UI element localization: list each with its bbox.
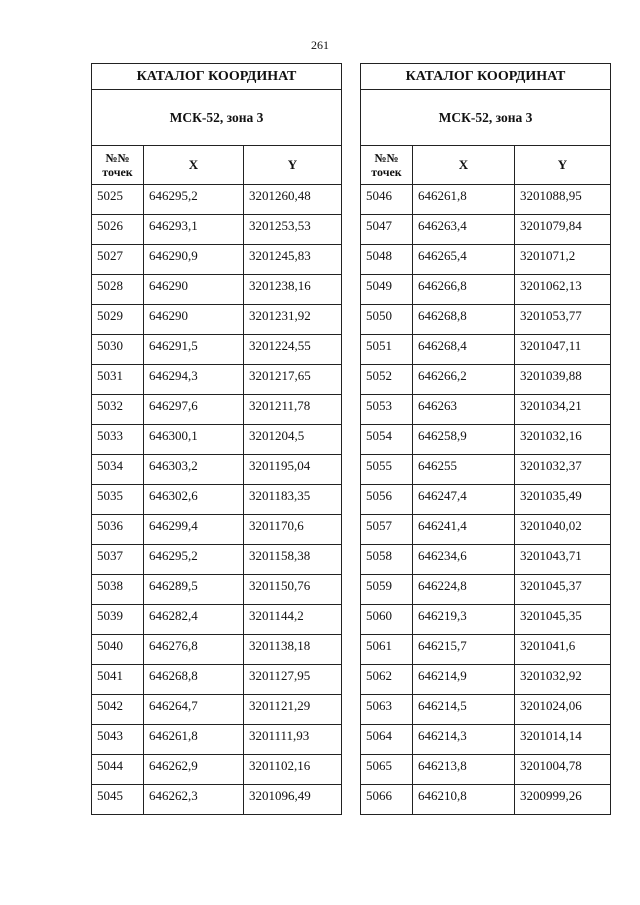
point-number-header-line1: №№ [105,151,130,165]
table-row [92,545,342,575]
point-number-cell: 5025 [92,185,144,215]
point-number-cell: 5027 [92,245,144,275]
y-coordinate-cell: 3201032,37 [515,455,611,485]
x-coordinate-cell: 646282,4 [144,605,244,635]
x-coordinate-cell: 646234,6 [413,545,515,575]
y-coordinate-cell: 3201053,77 [515,305,611,335]
x-coordinate-cell: 646295,2 [144,185,244,215]
table-row [361,485,611,515]
table-row [92,575,342,605]
point-number-header-line1: №№ [374,151,399,165]
y-coordinate-cell: 3201043,71 [515,545,611,575]
table-row [361,755,611,785]
table-row [361,725,611,755]
point-number-cell: 5034 [92,455,144,485]
point-number-header-line2: точек [371,165,402,179]
y-coordinate-cell: 3201150,76 [244,575,342,605]
table-row [92,275,342,305]
y-coordinate-cell: 3201204,5 [244,425,342,455]
table-row [92,425,342,455]
coordinate-system-subtitle: МСК-52, зона 3 [361,90,611,146]
y-coordinate-cell: 3201045,37 [515,575,611,605]
x-coordinate-cell: 646276,8 [144,635,244,665]
y-coordinate-cell: 3201127,95 [244,665,342,695]
table-row [92,635,342,665]
table-row [361,515,611,545]
x-coordinate-cell: 646295,2 [144,545,244,575]
x-coordinate-cell: 646290 [144,305,244,335]
y-coordinate-cell: 3201040,02 [515,515,611,545]
point-number-header [92,146,144,185]
point-number-cell: 5039 [92,605,144,635]
point-number-cell: 5031 [92,365,144,395]
x-coordinate-cell: 646291,5 [144,335,244,365]
y-coordinate-cell: 3201170,6 [244,515,342,545]
table-row [361,275,611,305]
y-coordinate-cell: 3200999,26 [515,785,611,815]
point-number-cell: 5041 [92,665,144,695]
point-number-cell: 5048 [361,245,413,275]
table-row [361,545,611,575]
point-number-cell: 5046 [361,185,413,215]
x-coordinate-cell: 646290 [144,275,244,305]
table-row [361,785,611,815]
point-number-cell: 5050 [361,305,413,335]
table-row [92,515,342,545]
point-number-cell: 5040 [92,635,144,665]
point-number-cell: 5028 [92,275,144,305]
y-coordinate-cell: 3201047,11 [515,335,611,365]
x-coordinate-cell: 646290,9 [144,245,244,275]
table-row [361,665,611,695]
x-coordinate-cell: 646255 [413,455,515,485]
y-coordinate-cell: 3201238,16 [244,275,342,305]
y-coordinate-cell: 3201032,16 [515,425,611,455]
point-number-cell: 5065 [361,755,413,785]
table-row [92,395,342,425]
point-number-cell: 5052 [361,365,413,395]
y-coordinate-cell: 3201102,16 [244,755,342,785]
y-coordinate-cell: 3201144,2 [244,605,342,635]
y-coordinate-cell: 3201138,18 [244,635,342,665]
point-number-cell: 5053 [361,395,413,425]
x-coordinate-cell: 646302,6 [144,485,244,515]
point-number-cell: 5051 [361,335,413,365]
point-number-cell: 5058 [361,545,413,575]
table-row [361,305,611,335]
table-row [92,335,342,365]
table-row [361,185,611,215]
y-coordinate-cell: 3201041,6 [515,635,611,665]
y-coordinate-cell: 3201224,55 [244,335,342,365]
point-number-cell: 5060 [361,605,413,635]
x-coordinate-cell: 646303,2 [144,455,244,485]
table-row [361,395,611,425]
table-row [92,665,342,695]
table-row [361,695,611,725]
point-number-cell: 5054 [361,425,413,455]
point-number-cell: 5049 [361,275,413,305]
x-coordinate-cell: 646219,3 [413,605,515,635]
x-coordinate-cell: 646214,9 [413,665,515,695]
point-number-cell: 5057 [361,515,413,545]
point-number-cell: 5042 [92,695,144,725]
table-row [361,605,611,635]
x-coordinate-cell: 646224,8 [413,575,515,605]
y-coordinate-cell: 3201071,2 [515,245,611,275]
y-coordinate-cell: 3201024,06 [515,695,611,725]
y-coordinate-cell: 3201211,78 [244,395,342,425]
x-coordinate-cell: 646261,8 [413,185,515,215]
x-coordinate-cell: 646289,5 [144,575,244,605]
x-coordinate-cell: 646262,3 [144,785,244,815]
y-coordinate-cell: 3201195,04 [244,455,342,485]
x-coordinate-cell: 646266,8 [413,275,515,305]
y-coordinate-cell: 3201121,29 [244,695,342,725]
table-row [92,305,342,335]
x-coordinate-cell: 646210,8 [413,785,515,815]
y-coordinate-cell: 3201253,53 [244,215,342,245]
x-coordinate-cell: 646214,3 [413,725,515,755]
point-number-cell: 5038 [92,575,144,605]
x-coordinate-cell: 646264,7 [144,695,244,725]
x-coordinate-cell: 646266,2 [413,365,515,395]
y-coordinate-cell: 3201034,21 [515,395,611,425]
x-coordinate-cell: 646299,4 [144,515,244,545]
y-coordinate-cell: 3201039,88 [515,365,611,395]
y-coordinate-cell: 3201217,65 [244,365,342,395]
x-coordinate-cell: 646300,1 [144,425,244,455]
catalog-title: КАТАЛОГ КООРДИНАТ [361,64,611,90]
x-coordinate-cell: 646297,6 [144,395,244,425]
point-number-cell: 5056 [361,485,413,515]
x-coordinate-cell: 646294,3 [144,365,244,395]
table-row [92,785,342,815]
point-number-cell: 5055 [361,455,413,485]
x-coordinate-cell: 646268,8 [144,665,244,695]
table-row [361,635,611,665]
point-number-cell: 5047 [361,215,413,245]
y-coordinate-cell: 3201032,92 [515,665,611,695]
x-coordinate-cell: 646247,4 [413,485,515,515]
y-coordinate-cell: 3201004,78 [515,755,611,785]
x-coordinate-cell: 646241,4 [413,515,515,545]
y-coordinate-cell: 3201035,49 [515,485,611,515]
table-row [361,335,611,365]
x-column-header: X [413,146,515,185]
table-row [92,365,342,395]
y-coordinate-cell: 3201111,93 [244,725,342,755]
x-coordinate-cell: 646268,4 [413,335,515,365]
x-coordinate-cell: 646263,4 [413,215,515,245]
x-coordinate-cell: 646262,9 [144,755,244,785]
x-column-header: X [144,146,244,185]
table-row [361,245,611,275]
point-number-header [361,146,413,185]
table-row [361,425,611,455]
point-number-cell: 5035 [92,485,144,515]
coordinate-catalog-table-right [360,63,611,815]
x-coordinate-cell: 646215,7 [413,635,515,665]
point-number-cell: 5037 [92,545,144,575]
table-row [361,215,611,245]
x-coordinate-cell: 646293,1 [144,215,244,245]
catalog-title: КАТАЛОГ КООРДИНАТ [92,64,342,90]
point-number-cell: 5032 [92,395,144,425]
y-column-header: Y [244,146,342,185]
y-coordinate-cell: 3201158,38 [244,545,342,575]
table-row [92,455,342,485]
x-coordinate-cell: 646213,8 [413,755,515,785]
y-coordinate-cell: 3201079,84 [515,215,611,245]
point-number-cell: 5064 [361,725,413,755]
point-number-cell: 5030 [92,335,144,365]
table-row [92,725,342,755]
table-row [92,485,342,515]
point-number-cell: 5033 [92,425,144,455]
table-row [92,605,342,635]
table-row [92,695,342,725]
table-row [92,755,342,785]
y-coordinate-cell: 3201062,13 [515,275,611,305]
page-number: 261 [311,38,329,52]
x-coordinate-cell: 646263 [413,395,515,425]
point-number-cell: 5029 [92,305,144,335]
point-number-cell: 5043 [92,725,144,755]
y-coordinate-cell: 3201096,49 [244,785,342,815]
x-coordinate-cell: 646258,9 [413,425,515,455]
table-row [92,215,342,245]
table-row [92,245,342,275]
y-coordinate-cell: 3201245,83 [244,245,342,275]
x-coordinate-cell: 646268,8 [413,305,515,335]
coordinate-catalog-table-left [91,63,342,815]
table-row [361,365,611,395]
x-coordinate-cell: 646265,4 [413,245,515,275]
table-row [361,455,611,485]
y-column-header: Y [515,146,611,185]
point-number-cell: 5066 [361,785,413,815]
y-coordinate-cell: 3201183,35 [244,485,342,515]
point-number-header-line2: точек [102,165,133,179]
x-coordinate-cell: 646261,8 [144,725,244,755]
point-number-cell: 5063 [361,695,413,725]
y-coordinate-cell: 3201260,48 [244,185,342,215]
y-coordinate-cell: 3201088,95 [515,185,611,215]
y-coordinate-cell: 3201045,35 [515,605,611,635]
point-number-cell: 5026 [92,215,144,245]
table-row [92,185,342,215]
coordinate-system-subtitle: МСК-52, зона 3 [92,90,342,146]
point-number-cell: 5044 [92,755,144,785]
y-coordinate-cell: 3201231,92 [244,305,342,335]
y-coordinate-cell: 3201014,14 [515,725,611,755]
point-number-cell: 5061 [361,635,413,665]
table-row [361,575,611,605]
point-number-cell: 5045 [92,785,144,815]
point-number-cell: 5036 [92,515,144,545]
x-coordinate-cell: 646214,5 [413,695,515,725]
point-number-cell: 5062 [361,665,413,695]
point-number-cell: 5059 [361,575,413,605]
